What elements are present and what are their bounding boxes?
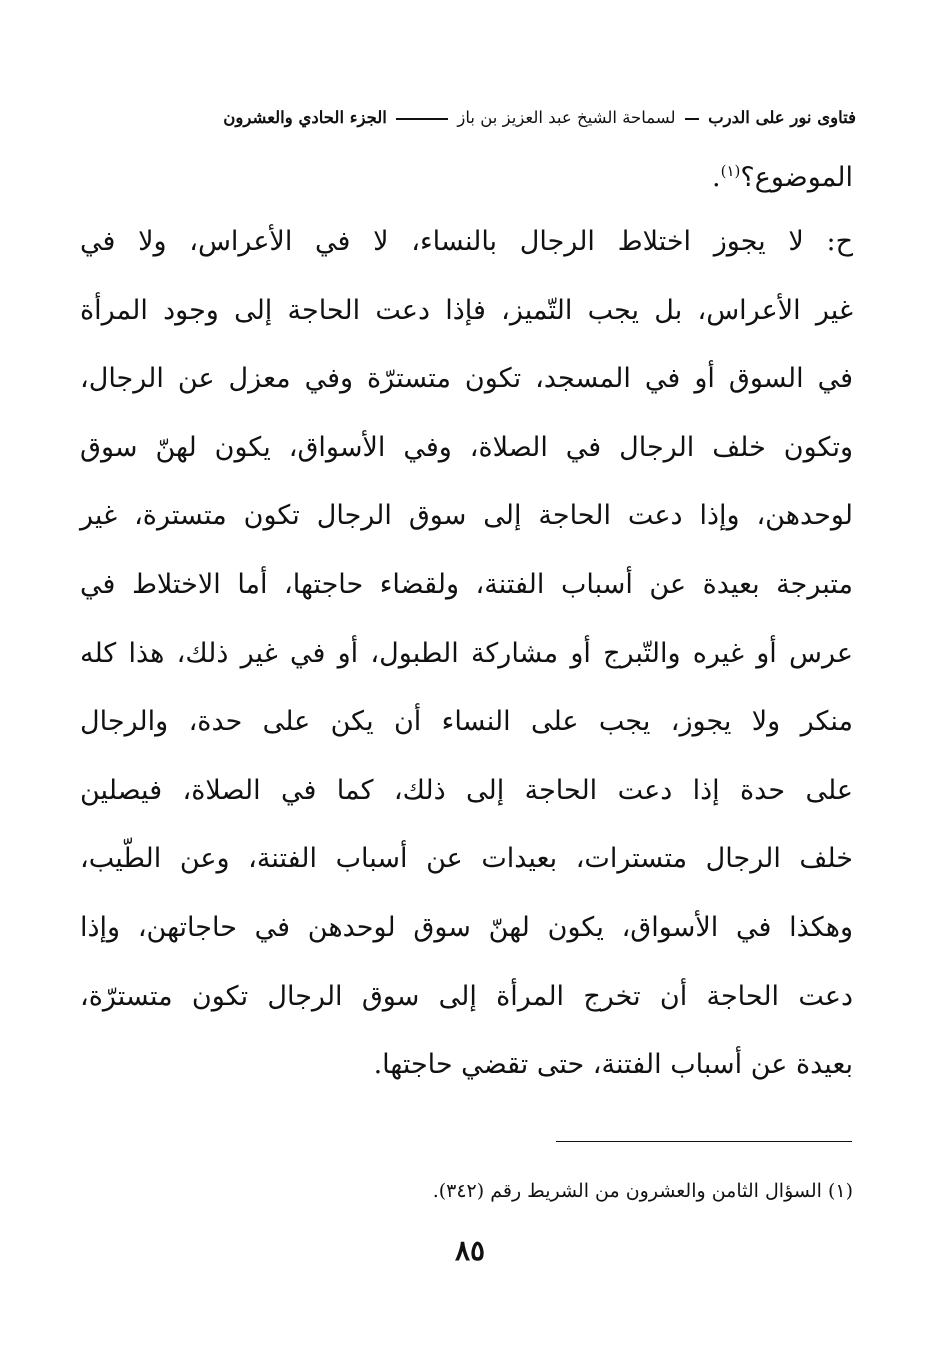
answer-line: دعت الحاجة أن تخرج المرأة إلى سوق الرجال تكون متسترّة، <box>80 980 853 1012</box>
footnote-reference: (١) <box>720 162 741 180</box>
header-separator <box>685 118 699 120</box>
question-tail: الموضوع؟ <box>740 162 853 193</box>
book-title: فتاوى نور على الدرب <box>708 108 856 127</box>
answer-line: لوحدهن، وإذا دعت الحاجة إلى سوق الرجال تكون متسترة، غير <box>80 500 853 532</box>
answer-line: وتكون خلف الرجال في الصلاة، وفي الأسواق، يكون لهنّ سوق <box>80 431 853 463</box>
running-header <box>78 98 856 138</box>
page-number: ٨٥ <box>454 1234 486 1267</box>
answer-line: منكر ولا يجوز، يجب على النساء أن يكن على حدة، والرجال <box>80 706 853 738</box>
answer-line: في السوق أو في المسجد، تكون متسترّة وفي معزل عن الرجال، <box>80 363 853 395</box>
answer-line: خلف الرجال متسترات، بعيدات عن أسباب الفتنة، وعن الطّيب، <box>80 843 853 875</box>
volume-title: الجزء الحادي والعشرون <box>223 108 387 127</box>
footnote-divider <box>556 1141 852 1142</box>
question-end: . <box>712 162 721 193</box>
main-text <box>80 148 853 1100</box>
answer-line: على حدة إذا دعت الحاجة إلى ذلك، كما في الصلاة، فيصلين <box>80 774 853 806</box>
answer-line: ح: لا يجوز اختلاط الرجال بالنساء، لا في الأعراس، ولا في <box>80 226 853 257</box>
question-tail-line <box>80 148 853 208</box>
answer-line: وهكذا في الأسواق، يكون لهنّ سوق لوحدهن في حاجاتهن، وإذا <box>80 911 853 943</box>
header-separator <box>396 118 448 120</box>
author-name: لسماحة الشيخ عبد العزيز بن باز <box>457 108 676 127</box>
answer-line: بعيدة عن أسباب الفتنة، حتى تقضي حاجتها. <box>373 1049 853 1081</box>
footnote: (١) السؤال الثامن والعشرون من الشريط رقم (٣٤٢). <box>432 1180 853 1202</box>
answer-line: عرس أو غيره والتّبرج أو مشاركة الطبول، أو في غير ذلك، هذا كله <box>80 637 853 669</box>
answer-line: غير الأعراس، بل يجب التّميز، فإذا دعت الحاجة إلى وجود المرأة <box>80 294 853 326</box>
answer-line: متبرجة بعيدة عن أسباب الفتنة، ولقضاء حاجتها، أما الاختلاط في <box>80 568 853 600</box>
